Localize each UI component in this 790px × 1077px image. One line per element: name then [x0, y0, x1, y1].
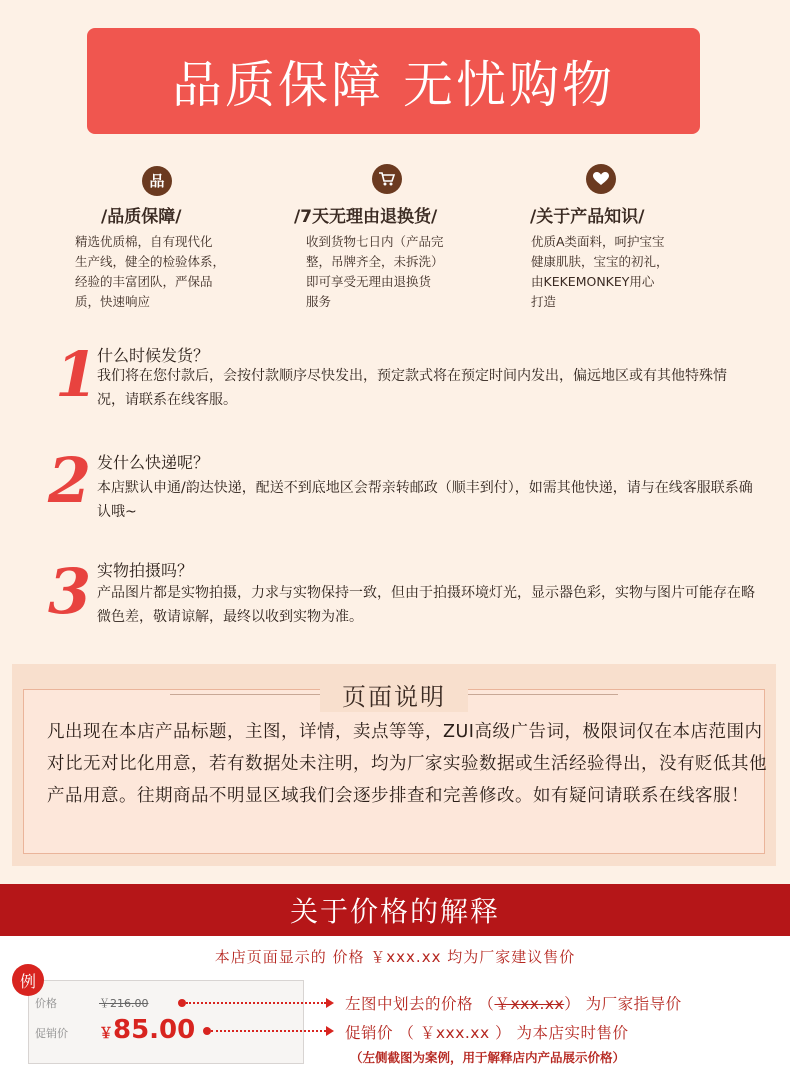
- feature-desc: 收到货物七日内（产品完 整，吊牌齐全，未拆洗） 即可享受无理由退换货 服务: [306, 234, 444, 309]
- price-example-card: [28, 980, 304, 1064]
- feature-desc: 精选优质棉，自有现代化 生产线，健全的检验体系， 经验的丰富团队，严保品 质，快速响应: [75, 234, 226, 309]
- old-price: ￥216.00: [99, 997, 149, 1010]
- feature-title: /关于产品知识/: [530, 207, 645, 227]
- promo-price-explanation: 促销价 （ ￥xxx.xx ） 为本店实时售价: [345, 1024, 629, 1042]
- price-subtitle: 本店页面显示的 价格 ￥xxx.xx 均为厂家建议售价: [214, 948, 576, 966]
- faq-item: [0, 340, 790, 430]
- notice-title: 页面说明: [320, 677, 468, 712]
- feature-title: /品质保障/: [101, 207, 182, 227]
- promo-price-label: 促销价: [35, 1027, 68, 1040]
- faq-question: 什么时候发货？: [97, 346, 210, 365]
- price-note: （左侧截图为案例，用于解释店内产品展示价格）: [350, 1050, 626, 1065]
- notice-heading: [12, 674, 776, 714]
- faq-question: 发什么快递呢？: [97, 453, 210, 472]
- page-notice: [12, 664, 776, 866]
- divider: [170, 694, 320, 695]
- guarantee-banner: [87, 28, 700, 134]
- connector-dot: [178, 999, 186, 1007]
- faq-item: [0, 555, 790, 645]
- arrow-icon: [326, 1026, 334, 1036]
- faq-answer: 产品图片都是实物拍摄，力求与实物保持一致，但由于拍摄环境灯光，显示器色彩，实物与图片可能存在略微色差，敬请谅解，最终以收到实物为准。: [97, 585, 755, 625]
- price-header: [0, 884, 790, 936]
- old-price-label: 价格: [35, 997, 57, 1010]
- divider: [468, 694, 618, 695]
- connector-dot: [203, 1027, 211, 1035]
- notice-body: 凡出现在本店产品标题，主图，详情，卖点等等，ZUI高级广告词，极限词仅在本店范围内对比无对比化用意，若有数据处未注明，均为厂家实验数据或生活经验得出，没有贬低其他产品用意。往期商品不明显区域我们会逐步排查和完善修改。如有疑问请联系在线客服！: [47, 722, 767, 806]
- currency-symbol: ￥: [99, 1026, 113, 1042]
- struck-price: ￥xxx.xx: [494, 995, 565, 1013]
- faq-answer: 我们将在您付款后，会按付款顺序尽快发出，预定款式将在预定时间内发出，偏远地区或有其他特殊情况，请联系在线客服。: [97, 368, 727, 408]
- price-header-title: 关于价格的解释: [289, 895, 500, 928]
- price-section: [0, 936, 790, 1077]
- faq-item: [0, 446, 790, 536]
- feature-desc: 优质A类面料，呵护宝宝 健康肌肤，宝宝的初礼， 由KEKEMONKEY用心 打造: [531, 234, 669, 309]
- feature-title: /7天无理由退换货/: [294, 207, 438, 227]
- connector-line: [186, 1002, 326, 1004]
- arrow-icon: [326, 998, 334, 1008]
- faq-number: 1: [55, 338, 99, 411]
- faq-number: 2: [48, 444, 92, 517]
- features-row: [0, 162, 790, 322]
- faq-number: 3: [48, 555, 92, 628]
- example-badge: 例: [12, 964, 44, 996]
- faq-answer: 本店默认申通/韵达快递，配送不到底地区会帮亲转邮政（顺丰到付），如需其他快递，请与在线客服联系确认哦~: [97, 480, 753, 520]
- connector-line: [211, 1030, 326, 1032]
- banner-title: 品质保障 无忧购物: [172, 56, 615, 114]
- heart-icon: [586, 164, 616, 194]
- guide-price-explanation: 左图中划去的价格 （￥xxx.xx） 为厂家指导价: [345, 995, 682, 1013]
- shopping-cart-icon: [372, 164, 402, 194]
- faq-question: 实物拍摄吗？: [97, 561, 194, 580]
- quality-badge-icon: 品: [142, 166, 172, 196]
- promo-price: [99, 1015, 195, 1045]
- promo-price-value: 85.00: [113, 1015, 196, 1045]
